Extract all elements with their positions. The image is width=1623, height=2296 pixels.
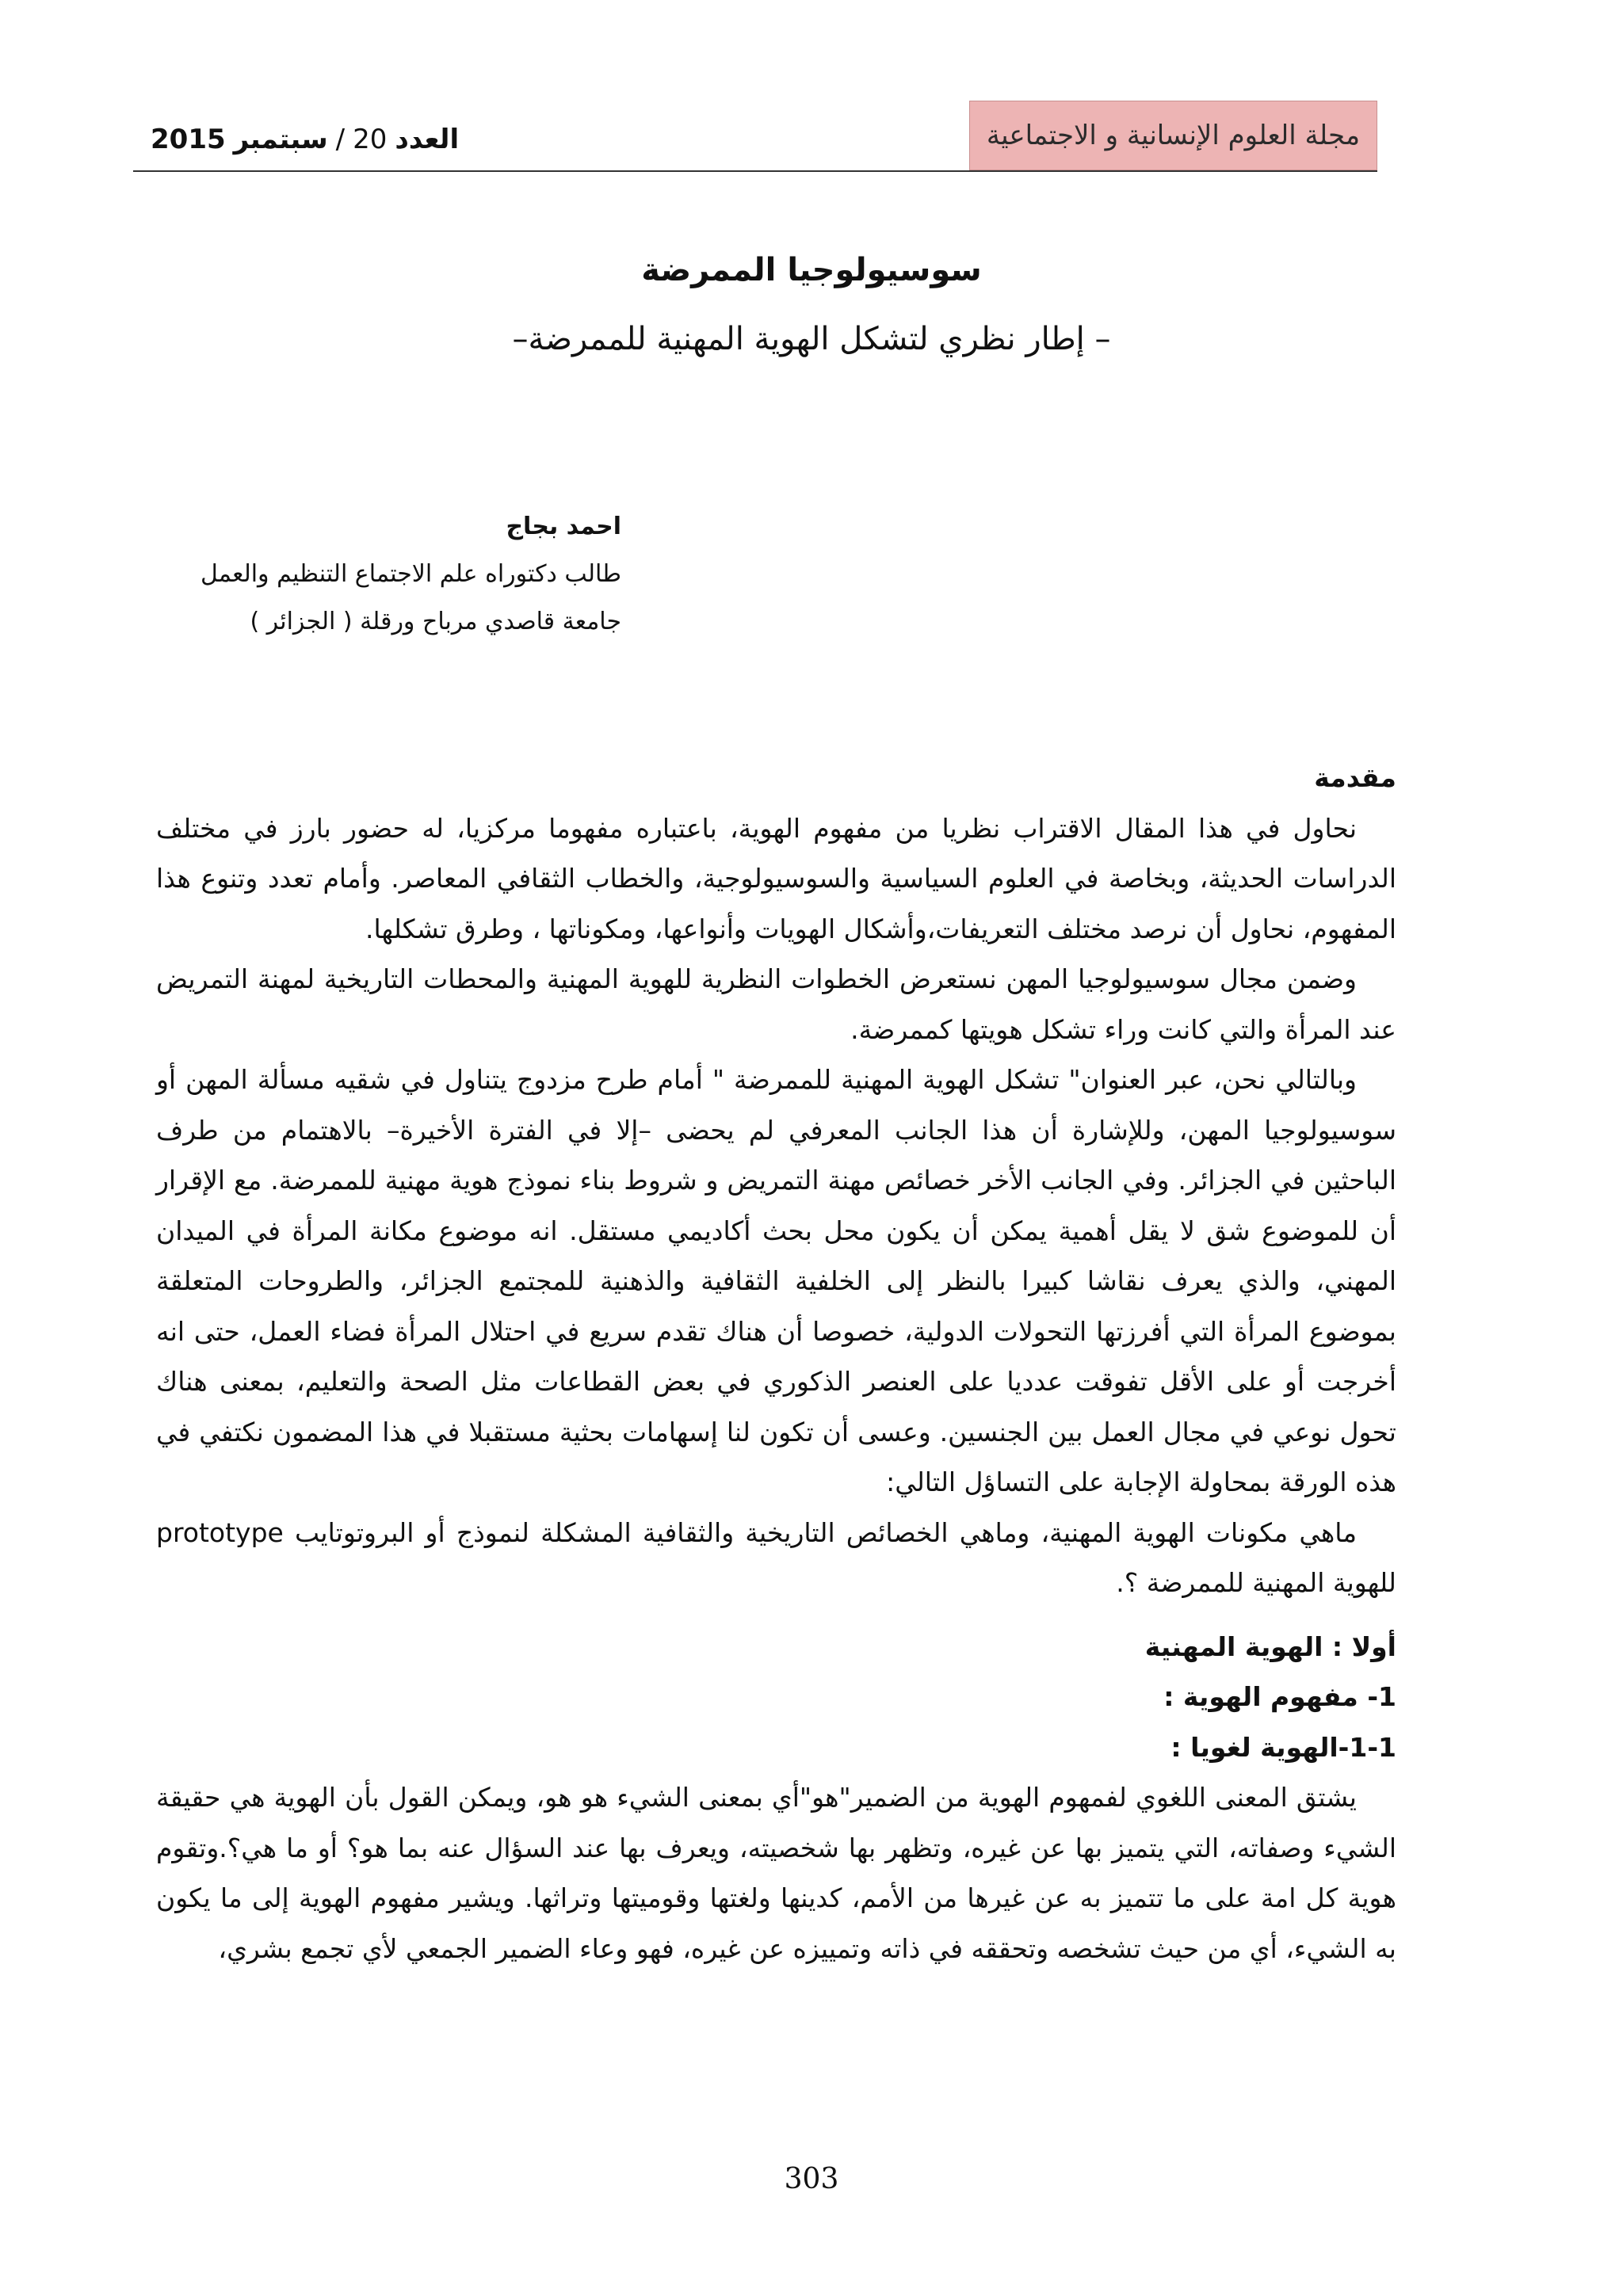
section-heading-1: أولا : الهوية المهنية — [1144, 1630, 1396, 1662]
intro-paragraph-1: نحاول في هذا المقال الاقتراب نظريا من مفهوم الهوية، باعتباره مفهوما مركزيا، له حضور بارز في مختلف الدراسات الحديثة، وبخاصة في العلوم السياسية والسوسيولوجية، والخطاب الثقافي المعاصر. وأمام تعدد وتنوع هذا المفهوم، نحاول أن نرصد مختلف التعريفات،وأشكال الهويات وأنواعها، ومكوناتها ، وطرق تشكلها. — [156, 812, 1396, 944]
issue-separator: / — [335, 124, 346, 155]
identity-linguistic-paragraph: يشتق المعنى اللغوي لفمهوم الهوية من الضمير"هو"أي بمعنى الشيء هو هو، ويمكن القول بأن الهوية هي حقيقة الشيء وصفاته، التي يتميز بها عن غيره، وتظهر بها شخصيته، ويعرف بها عند السؤال عنه بما هو؟ أو ما هي؟.وتقوم هوية كل امة على ما تتميز به عن غيرها من الأمم، كدينها ولغتها وقوميتها وتراثها. ويشير مفهوم الهوية إلى ما يكون به الشيء، أي من حيث تشخصه وتحققه في ذاته وتمييزه عن غيره، فهو وعاء الضمير الجمعي لأي تجمع بشري، — [156, 1782, 1396, 1964]
issue-info — [151, 119, 468, 160]
author-name: احمد بجاج — [506, 513, 621, 540]
article-body — [156, 753, 1396, 1974]
journal-name: مجلة العلوم الإنسانية و الاجتماعية — [986, 120, 1361, 151]
intro-heading: مقدمة — [1314, 762, 1396, 793]
author-position: طالب دكتوراه علم الاجتماع التنظيم والعمل — [200, 560, 621, 588]
article-subtitle: – إطار نظري لتشكل الهوية المهنية للممرضة– — [512, 321, 1111, 357]
author-affiliation: جامعة قاصدي مرباح ورقلة ( الجزائر ) — [250, 608, 621, 635]
article-title: سوسيولوجيا الممرضة — [641, 252, 982, 288]
intro-paragraph-2: وضمن مجال سوسيولوجيا المهن نستعرض الخطوات النظرية للهوية المهنية والمحطات التاريخية لمهنة التمريض عند المرأة والتي كانت وراء تشكل هويتها كممرضة. — [156, 963, 1396, 1045]
research-question-text: ماهي مكونات الهوية المهنية، وماهي الخصائص التاريخية والثقافية المشكلة لنموذج أو البروتوتايب — [295, 1516, 1357, 1548]
research-question — [156, 1508, 1396, 1608]
research-question-end: للهوية المهنية للممرضة ؟. — [1116, 1567, 1396, 1598]
issue-year: 2015 — [151, 124, 226, 155]
author-block — [146, 503, 621, 646]
page-number: 303 — [784, 2163, 839, 2195]
issue-month: سبتمبر — [233, 124, 328, 155]
header-divider — [133, 170, 1377, 172]
issue-number: 20 — [353, 124, 388, 155]
subsection-heading-1: 1- مفهوم الهوية : — [1163, 1681, 1396, 1712]
intro-paragraph-3: وبالتالي نحن، عبر العنوان" تشكل الهوية المهنية للممرضة " أمام طرح مزدوج يتناول في شقيه مسألة المهن أو سوسيولوجيا المهن، وللإشارة أن هذا الجانب المعرفي لم يحضى –إلا في الفترة الأخيرة– بالاهتمام من طرف الباحثين في الجزائر. وفي الجانب الأخر خصائص مهنة التمريض و شروط بناء نموذج هوية مهنية للممرضة. مع الإقرار أن للموضوع شق لا يقل أهمية يمكن أن يكون محل بحث أكاديمي مستقل. انه موضوع مكانة المرأة في الميدان المهني، والذي يعرف نقاشا كبيرا بالنظر إلى الخلفية الثقافية والذهنية للمجتمع الجزائر، والطروحات المتعلقة بموضوع المرأة التي أفرزتها التحولات الدولية، خصوصا أن هناك تقدم سريع في احتلال المرأة فضاء العمل، حتى انه أخرجت أو على الأقل تفوقت عدديا على العنصر الذكوري في بعض القطاعات مثل الصحة والتعليم، بمعنى هناك تحول نوعي في مجال العمل بين الجنسين. وعسى أن تكون لنا إسهامات بحثية مستقبلا في هذا المضمون نكتفي في هذه الورقة بمحاولة الإجابة على التساؤل التالي: — [156, 1064, 1396, 1497]
section-gap — [156, 1608, 1396, 1622]
issue-label: العدد — [395, 124, 460, 155]
journal-name-banner — [969, 101, 1377, 170]
subsection-heading-1-1: 1-1-الهوية لغويا : — [1170, 1731, 1396, 1763]
prototype-term: prototype — [156, 1516, 284, 1548]
